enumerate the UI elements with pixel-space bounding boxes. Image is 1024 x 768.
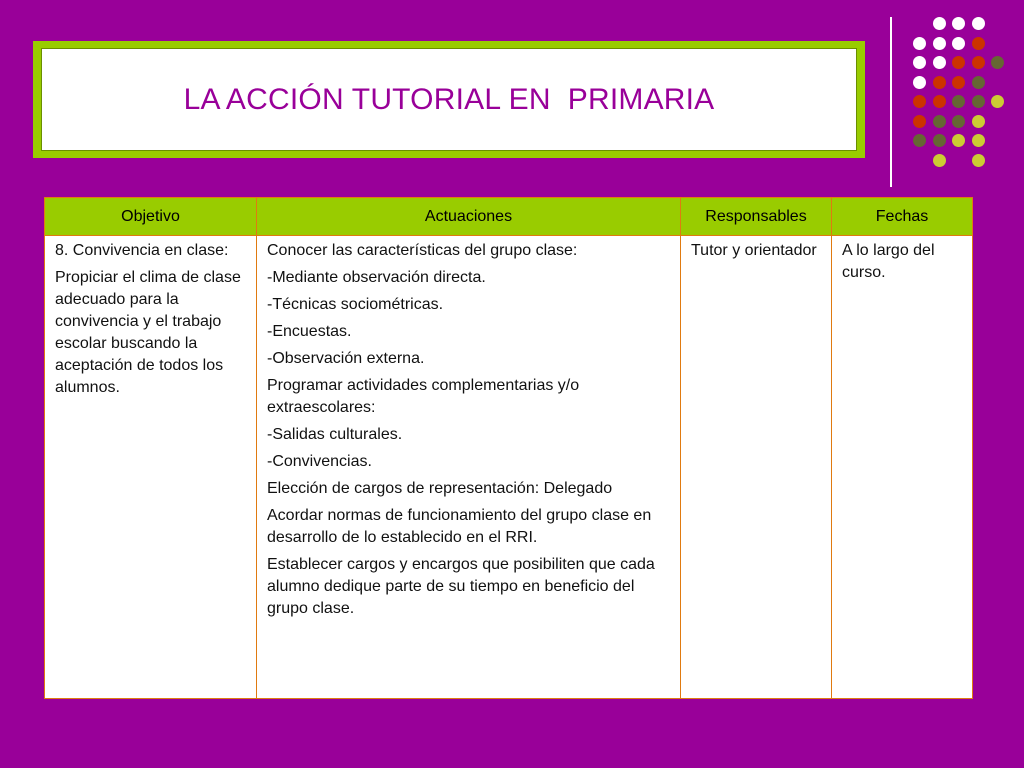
- decorative-dot: [933, 37, 946, 50]
- cell-fechas: [832, 236, 973, 699]
- slide-title: LA ACCIÓN TUTORIAL EN PRIMARIA: [183, 82, 715, 116]
- decorative-dot: [991, 95, 1004, 108]
- title-box: [41, 48, 857, 151]
- decorative-dot: [972, 37, 985, 50]
- decorative-dot: [952, 76, 965, 89]
- decorative-dot: [933, 154, 946, 167]
- actuacion-item: -Mediante observación directa.: [267, 269, 486, 286]
- title-frame: [33, 41, 865, 158]
- decorative-dot: [952, 17, 965, 30]
- decorative-dot: [913, 95, 926, 108]
- decorative-dot: [913, 76, 926, 89]
- cell-actuaciones: [257, 236, 681, 699]
- header-objetivo: Objetivo: [45, 198, 257, 236]
- objetivo-heading: 8. Convivencia en clase:: [55, 242, 229, 259]
- decorative-dot: [933, 76, 946, 89]
- responsables-text: Tutor y orientador: [691, 242, 817, 259]
- decorative-dot: [933, 56, 946, 69]
- decorative-dot: [933, 17, 946, 30]
- decorative-dot: [991, 56, 1004, 69]
- cell-objetivo: [45, 236, 257, 699]
- decorative-dot: [952, 56, 965, 69]
- decorative-dot: [952, 37, 965, 50]
- decorative-dot: [972, 17, 985, 30]
- actuacion-item: -Observación externa.: [267, 350, 425, 367]
- objetivo-description: Propiciar el clima de clase adecuado para la convivencia y el trabajo escolar buscando la aceptación de todos los alumnos.: [55, 269, 241, 396]
- header-actuaciones: Actuaciones: [257, 198, 681, 236]
- actuacion-item: Programar actividades complementarias y/o extraescolares:: [267, 377, 580, 416]
- decorative-dot: [972, 76, 985, 89]
- actuacion-item: -Encuestas.: [267, 323, 352, 340]
- decorative-dot: [913, 56, 926, 69]
- header-responsables: Responsables: [681, 198, 832, 236]
- actuacion-item: Elección de cargos de representación: Delegado: [267, 480, 613, 497]
- vertical-divider: [890, 17, 892, 187]
- decorative-dot: [952, 134, 965, 147]
- header-fechas: Fechas: [832, 198, 973, 236]
- actuacion-item: Acordar normas de funcionamiento del grupo clase en desarrollo de lo establecido en el RRI.: [267, 507, 652, 546]
- decorative-dot: [972, 115, 985, 128]
- decorative-dot: [972, 154, 985, 167]
- actuacion-item: -Técnicas sociométricas.: [267, 296, 444, 313]
- decorative-dot: [972, 134, 985, 147]
- decorative-dot: [952, 95, 965, 108]
- decorative-dot: [933, 115, 946, 128]
- decorative-dot: [913, 134, 926, 147]
- actuacion-item: Establecer cargos y encargos que posibiliten que cada alumno dedique parte de su tiempo en beneficio del grupo clase.: [267, 556, 655, 617]
- cell-responsables: [681, 236, 832, 699]
- decorative-dot: [933, 134, 946, 147]
- decorative-dot: [913, 115, 926, 128]
- fechas-text: A lo largo del curso.: [842, 242, 935, 281]
- actuacion-item: Conocer las características del grupo clase:: [267, 242, 578, 259]
- table-row: [45, 236, 973, 699]
- tutorial-plan-table: [44, 197, 973, 699]
- decorative-dot: [972, 95, 985, 108]
- actuacion-item: -Convivencias.: [267, 453, 372, 470]
- table-header-row: [45, 198, 973, 236]
- decorative-dot: [913, 37, 926, 50]
- decorative-dot: [933, 95, 946, 108]
- decorative-dot: [952, 115, 965, 128]
- actuacion-item: -Salidas culturales.: [267, 426, 403, 443]
- decorative-dot: [972, 56, 985, 69]
